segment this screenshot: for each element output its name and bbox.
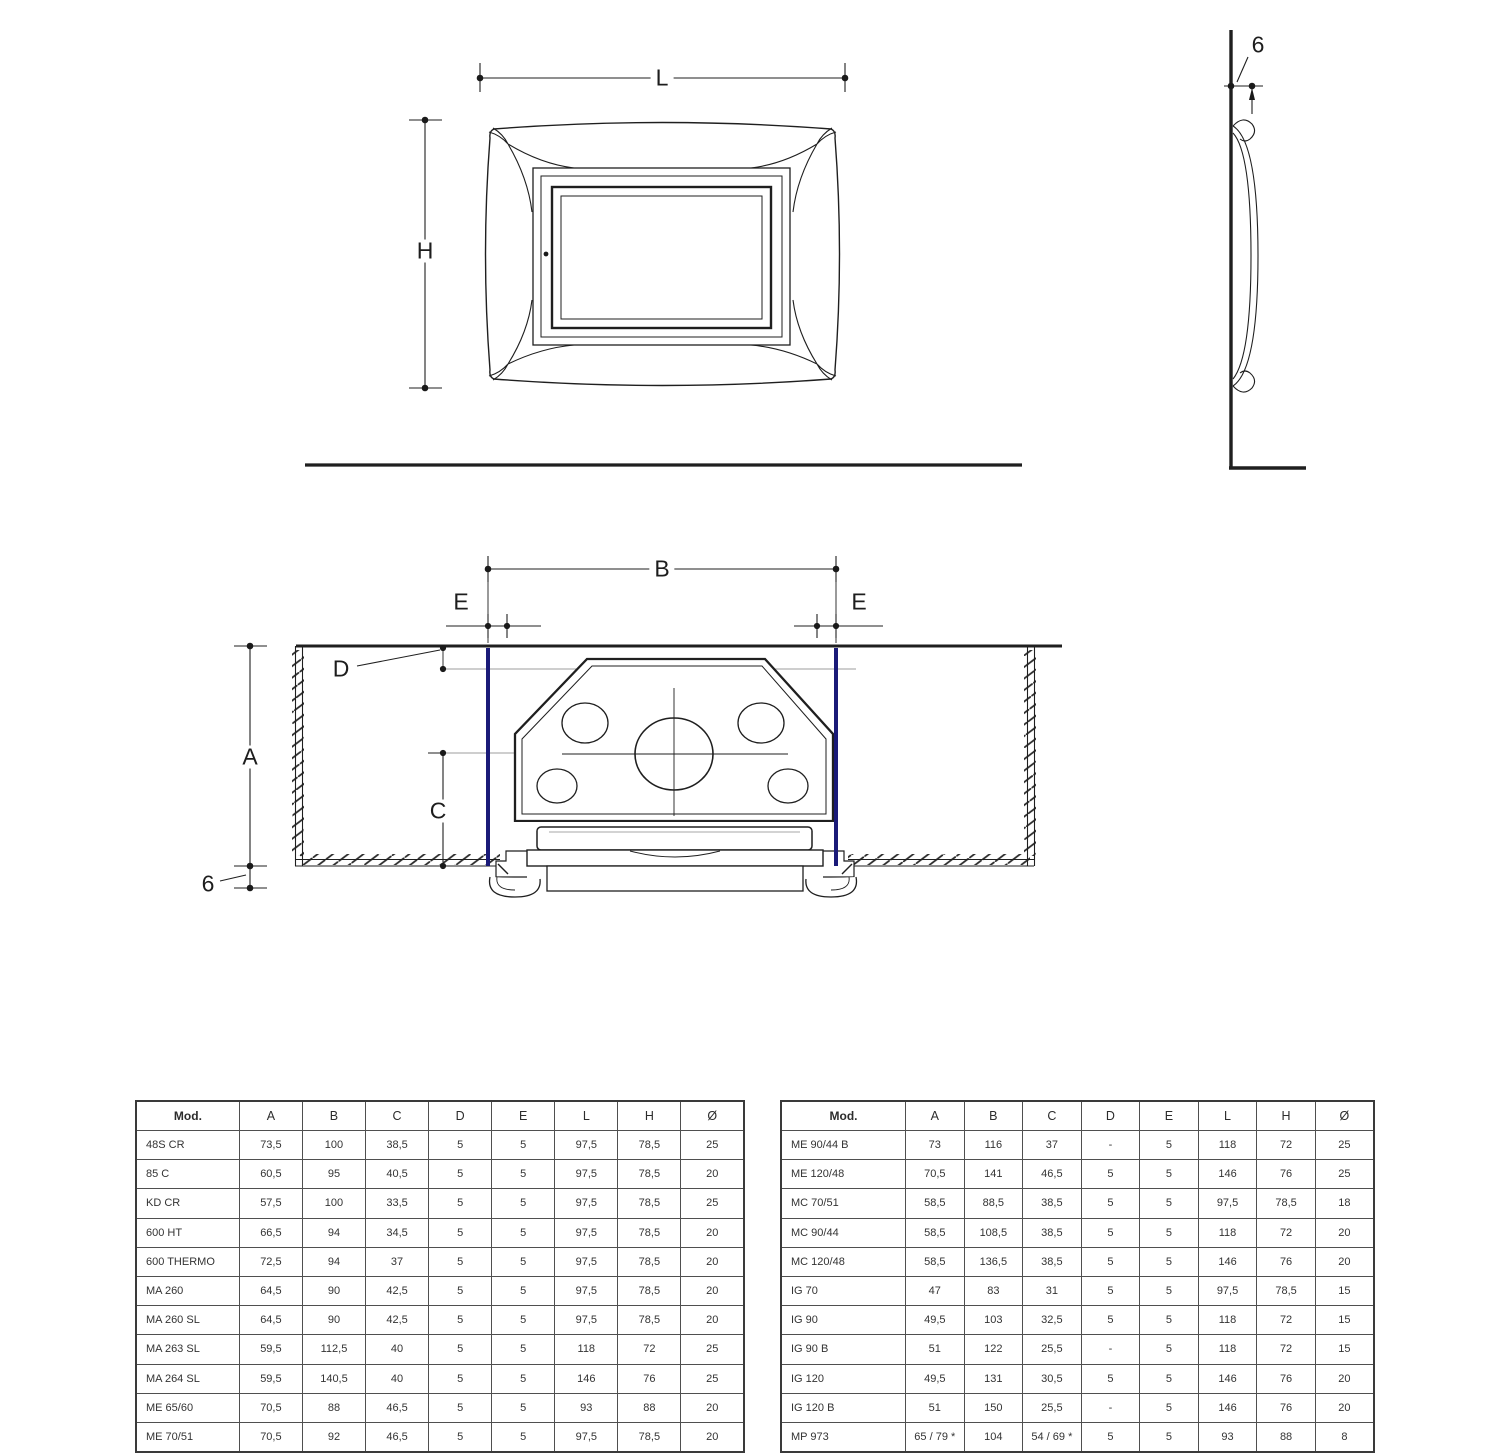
model-cell: 600 THERMO [136, 1247, 239, 1276]
value-cell: 5 [1081, 1306, 1140, 1335]
column-header: Mod. [781, 1101, 906, 1131]
value-cell: - [1081, 1335, 1140, 1364]
value-cell: 5 [429, 1335, 492, 1364]
value-cell: 95 [302, 1160, 365, 1189]
table-row [136, 1393, 744, 1422]
value-cell: 116 [964, 1131, 1023, 1160]
value-cell: 38,5 [1023, 1247, 1082, 1276]
value-cell: 58,5 [906, 1189, 965, 1218]
value-cell: 97,5 [555, 1306, 618, 1335]
column-header: Mod. [136, 1101, 239, 1131]
insert-front-assembly [490, 822, 857, 900]
value-cell: 51 [906, 1393, 965, 1422]
value-cell: 73,5 [239, 1131, 302, 1160]
value-cell: 88 [618, 1393, 681, 1422]
value-cell: 5 [429, 1247, 492, 1276]
dim-label-b: B [649, 558, 674, 581]
value-cell: 33,5 [366, 1189, 429, 1218]
model-cell: IG 120 [781, 1364, 906, 1393]
value-cell: 5 [492, 1276, 555, 1305]
column-header: L [1198, 1101, 1257, 1131]
value-cell: 136,5 [964, 1247, 1023, 1276]
value-cell: 72 [1257, 1218, 1316, 1247]
value-cell: 78,5 [618, 1131, 681, 1160]
value-cell: 94 [302, 1247, 365, 1276]
value-cell: 5 [429, 1160, 492, 1189]
dimension-6-bottom [220, 866, 267, 891]
value-cell: 25 [681, 1189, 744, 1218]
model-cell: MC 90/44 [781, 1218, 906, 1247]
model-cell: KD CR [136, 1189, 239, 1218]
model-cell: ME 90/44 B [781, 1131, 906, 1160]
dimensions-table-left [135, 1100, 745, 1453]
value-cell: 37 [366, 1247, 429, 1276]
value-cell: 49,5 [906, 1306, 965, 1335]
side-view-drawing [1224, 30, 1306, 468]
table-row [136, 1276, 744, 1305]
dimension-e-left [446, 614, 541, 638]
value-cell: 5 [1081, 1364, 1140, 1393]
value-cell: 65 / 79 * [906, 1422, 965, 1452]
value-cell: 54 / 69 * [1023, 1422, 1082, 1452]
value-cell: - [1081, 1131, 1140, 1160]
model-cell: MA 264 SL [136, 1364, 239, 1393]
value-cell: 76 [1257, 1364, 1316, 1393]
value-cell: 5 [429, 1306, 492, 1335]
value-cell: 78,5 [618, 1189, 681, 1218]
value-cell: 5 [1140, 1335, 1199, 1364]
value-cell: 97,5 [1198, 1276, 1257, 1305]
value-cell: 97,5 [555, 1218, 618, 1247]
value-cell: 25 [681, 1131, 744, 1160]
table-row [781, 1364, 1374, 1393]
value-cell: 20 [681, 1276, 744, 1305]
value-cell: 5 [1140, 1393, 1199, 1422]
value-cell: 46,5 [366, 1393, 429, 1422]
dim-label-a: A [237, 746, 262, 769]
value-cell: 146 [555, 1364, 618, 1393]
dim-label-h: H [412, 240, 439, 263]
value-cell: 83 [964, 1276, 1023, 1305]
column-header: L [555, 1101, 618, 1131]
table-row [136, 1131, 744, 1160]
dim-label-d: D [332, 655, 350, 682]
value-cell: 5 [429, 1393, 492, 1422]
value-cell: 5 [429, 1364, 492, 1393]
value-cell: 15 [1315, 1335, 1374, 1364]
value-cell: 5 [429, 1189, 492, 1218]
value-cell: 88 [1257, 1422, 1316, 1452]
value-cell: 5 [1140, 1131, 1199, 1160]
value-cell: 78,5 [618, 1218, 681, 1247]
value-cell: 20 [1315, 1247, 1374, 1276]
value-cell: 20 [681, 1422, 744, 1452]
value-cell: 78,5 [618, 1422, 681, 1452]
table-row [136, 1247, 744, 1276]
value-cell: 5 [492, 1306, 555, 1335]
dim-label-e-right: E [851, 588, 867, 615]
column-header: Ø [681, 1101, 744, 1131]
table-row [136, 1306, 744, 1335]
table-row [781, 1189, 1374, 1218]
column-header: C [1023, 1101, 1082, 1131]
column-header: B [302, 1101, 365, 1131]
table-row [136, 1422, 744, 1452]
value-cell: 97,5 [555, 1247, 618, 1276]
value-cell: 97,5 [1198, 1189, 1257, 1218]
value-cell: 20 [681, 1218, 744, 1247]
value-cell: 46,5 [366, 1422, 429, 1452]
value-cell: 58,5 [906, 1218, 965, 1247]
value-cell: 5 [1140, 1247, 1199, 1276]
value-cell: 5 [492, 1364, 555, 1393]
value-cell: 49,5 [906, 1364, 965, 1393]
value-cell: 78,5 [618, 1160, 681, 1189]
value-cell: 78,5 [1257, 1276, 1316, 1305]
value-cell: 46,5 [1023, 1160, 1082, 1189]
section-view-drawing [220, 556, 1062, 900]
value-cell: 100 [302, 1131, 365, 1160]
column-header: E [1140, 1101, 1199, 1131]
value-cell: 5 [492, 1189, 555, 1218]
value-cell: 59,5 [239, 1335, 302, 1364]
value-cell: 92 [302, 1422, 365, 1452]
value-cell: 20 [1315, 1364, 1374, 1393]
value-cell: 8 [1315, 1422, 1374, 1452]
dimensions-table-right [780, 1100, 1375, 1453]
value-cell: 72 [1257, 1131, 1316, 1160]
table-row [136, 1218, 744, 1247]
column-header: D [1081, 1101, 1140, 1131]
value-cell: 15 [1315, 1276, 1374, 1305]
value-cell: 5 [492, 1335, 555, 1364]
value-cell: 25,5 [1023, 1335, 1082, 1364]
value-cell: 93 [1198, 1422, 1257, 1452]
value-cell: 25 [1315, 1131, 1374, 1160]
column-header: A [239, 1101, 302, 1131]
value-cell: 72 [1257, 1335, 1316, 1364]
value-cell: 78,5 [1257, 1189, 1316, 1218]
value-cell: 146 [1198, 1160, 1257, 1189]
dim-label-c: C [425, 800, 452, 823]
value-cell: 5 [1081, 1422, 1140, 1452]
model-cell: MA 260 SL [136, 1306, 239, 1335]
table-row [136, 1189, 744, 1218]
table-row [781, 1218, 1374, 1247]
table-row [781, 1131, 1374, 1160]
value-cell: 118 [1198, 1335, 1257, 1364]
value-cell: 90 [302, 1276, 365, 1305]
value-cell: 32,5 [1023, 1306, 1082, 1335]
value-cell: 5 [1140, 1422, 1199, 1452]
value-cell: 97,5 [555, 1422, 618, 1452]
column-header: E [492, 1101, 555, 1131]
value-cell: 5 [1081, 1276, 1140, 1305]
table-row [781, 1306, 1374, 1335]
model-cell: 85 C [136, 1160, 239, 1189]
header-row [136, 1101, 744, 1131]
value-cell: 118 [1198, 1218, 1257, 1247]
value-cell: 5 [1081, 1189, 1140, 1218]
value-cell: 76 [1257, 1160, 1316, 1189]
value-cell: 76 [1257, 1393, 1316, 1422]
value-cell: 47 [906, 1276, 965, 1305]
value-cell: 118 [1198, 1306, 1257, 1335]
value-cell: 72,5 [239, 1247, 302, 1276]
value-cell: 5 [492, 1218, 555, 1247]
model-cell: MP 973 [781, 1422, 906, 1452]
value-cell: 20 [681, 1247, 744, 1276]
value-cell: 141 [964, 1160, 1023, 1189]
value-cell: 131 [964, 1364, 1023, 1393]
value-cell: 70,5 [906, 1160, 965, 1189]
value-cell: 72 [1257, 1306, 1316, 1335]
value-cell: 5 [492, 1160, 555, 1189]
value-cell: 5 [1081, 1247, 1140, 1276]
model-cell: ME 120/48 [781, 1160, 906, 1189]
model-cell: MC 70/51 [781, 1189, 906, 1218]
model-cell: MC 120/48 [781, 1247, 906, 1276]
dim-label-l: L [651, 67, 674, 90]
value-cell: 59,5 [239, 1364, 302, 1393]
value-cell: 78,5 [618, 1247, 681, 1276]
value-cell: 34,5 [366, 1218, 429, 1247]
value-cell: 122 [964, 1335, 1023, 1364]
value-cell: 100 [302, 1189, 365, 1218]
value-cell: 88,5 [964, 1189, 1023, 1218]
value-cell: 108,5 [964, 1218, 1023, 1247]
value-cell: 64,5 [239, 1306, 302, 1335]
door-handle-dot [544, 252, 549, 257]
value-cell: 51 [906, 1335, 965, 1364]
table-row [781, 1276, 1374, 1305]
value-cell: 104 [964, 1422, 1023, 1452]
value-cell: 18 [1315, 1189, 1374, 1218]
value-cell: 97,5 [555, 1160, 618, 1189]
value-cell: 25 [681, 1364, 744, 1393]
value-cell: 5 [1140, 1276, 1199, 1305]
model-cell: 600 HT [136, 1218, 239, 1247]
value-cell: 5 [1081, 1160, 1140, 1189]
value-cell: 25 [1315, 1160, 1374, 1189]
dim-label-6-bottom: 6 [201, 870, 215, 897]
value-cell: 42,5 [366, 1276, 429, 1305]
value-cell: 20 [1315, 1393, 1374, 1422]
value-cell: 57,5 [239, 1189, 302, 1218]
column-header: H [1257, 1101, 1316, 1131]
table-row [136, 1160, 744, 1189]
dim-label-e-left: E [453, 588, 469, 615]
value-cell: 93 [555, 1393, 618, 1422]
value-cell: 40 [366, 1335, 429, 1364]
value-cell: 72 [618, 1335, 681, 1364]
value-cell: 76 [1257, 1247, 1316, 1276]
value-cell: 5 [1140, 1364, 1199, 1393]
model-cell: 48S CR [136, 1131, 239, 1160]
value-cell: 25,5 [1023, 1393, 1082, 1422]
model-cell: IG 70 [781, 1276, 906, 1305]
value-cell: 5 [429, 1131, 492, 1160]
value-cell: 5 [492, 1422, 555, 1452]
value-cell: 73 [906, 1131, 965, 1160]
value-cell: 40,5 [366, 1160, 429, 1189]
value-cell: 64,5 [239, 1276, 302, 1305]
table-row [781, 1422, 1374, 1452]
value-cell: 58,5 [906, 1247, 965, 1276]
table-row [781, 1160, 1374, 1189]
table-row [136, 1364, 744, 1393]
value-cell: 20 [1315, 1218, 1374, 1247]
value-cell: 5 [1140, 1189, 1199, 1218]
table-row [781, 1393, 1374, 1422]
value-cell: 5 [492, 1131, 555, 1160]
column-header: C [366, 1101, 429, 1131]
value-cell: 118 [1198, 1131, 1257, 1160]
value-cell: 150 [964, 1393, 1023, 1422]
value-cell: 5 [1081, 1218, 1140, 1247]
value-cell: 25 [681, 1335, 744, 1364]
value-cell: 103 [964, 1306, 1023, 1335]
value-cell: 37 [1023, 1131, 1082, 1160]
value-cell: 146 [1198, 1247, 1257, 1276]
value-cell: 97,5 [555, 1276, 618, 1305]
value-cell: 38,5 [366, 1131, 429, 1160]
front-view-drawing [305, 63, 1022, 465]
value-cell: 5 [429, 1218, 492, 1247]
table-row [781, 1247, 1374, 1276]
value-cell: 20 [681, 1306, 744, 1335]
value-cell: 78,5 [618, 1276, 681, 1305]
dimension-e-right [794, 614, 883, 638]
model-cell: IG 90 B [781, 1335, 906, 1364]
header-row [781, 1101, 1374, 1131]
value-cell: 70,5 [239, 1393, 302, 1422]
model-cell: ME 70/51 [136, 1422, 239, 1452]
value-cell: 90 [302, 1306, 365, 1335]
value-cell: 60,5 [239, 1160, 302, 1189]
value-cell: 76 [618, 1364, 681, 1393]
value-cell: 38,5 [1023, 1218, 1082, 1247]
value-cell: 118 [555, 1335, 618, 1364]
value-cell: 66,5 [239, 1218, 302, 1247]
value-cell: 15 [1315, 1306, 1374, 1335]
value-cell: 112,5 [302, 1335, 365, 1364]
value-cell: 94 [302, 1218, 365, 1247]
table-row [781, 1335, 1374, 1364]
value-cell: 97,5 [555, 1131, 618, 1160]
value-cell: 40 [366, 1364, 429, 1393]
value-cell: 31 [1023, 1276, 1082, 1305]
value-cell: 5 [492, 1393, 555, 1422]
value-cell: 5 [429, 1276, 492, 1305]
value-cell: 30,5 [1023, 1364, 1082, 1393]
model-cell: IG 120 B [781, 1393, 906, 1422]
value-cell: 5 [1140, 1306, 1199, 1335]
value-cell: 146 [1198, 1364, 1257, 1393]
column-header: H [618, 1101, 681, 1131]
value-cell: 70,5 [239, 1422, 302, 1452]
column-header: Ø [1315, 1101, 1374, 1131]
insert-body [515, 659, 833, 821]
value-cell: 5 [1140, 1160, 1199, 1189]
value-cell: - [1081, 1393, 1140, 1422]
value-cell: 97,5 [555, 1189, 618, 1218]
value-cell: 38,5 [1023, 1189, 1082, 1218]
column-header: A [906, 1101, 965, 1131]
model-cell: MA 260 [136, 1276, 239, 1305]
model-cell: IG 90 [781, 1306, 906, 1335]
model-cell: ME 65/60 [136, 1393, 239, 1422]
value-cell: 5 [429, 1422, 492, 1452]
column-header: B [964, 1101, 1023, 1131]
value-cell: 140,5 [302, 1364, 365, 1393]
value-cell: 5 [1140, 1218, 1199, 1247]
value-cell: 88 [302, 1393, 365, 1422]
table-row [136, 1335, 744, 1364]
value-cell: 20 [681, 1160, 744, 1189]
dim-label-6-side: 6 [1251, 31, 1265, 58]
value-cell: 5 [492, 1247, 555, 1276]
value-cell: 78,5 [618, 1306, 681, 1335]
value-cell: 42,5 [366, 1306, 429, 1335]
value-cell: 146 [1198, 1393, 1257, 1422]
value-cell: 20 [681, 1393, 744, 1422]
model-cell: MA 263 SL [136, 1335, 239, 1364]
column-header: D [429, 1101, 492, 1131]
